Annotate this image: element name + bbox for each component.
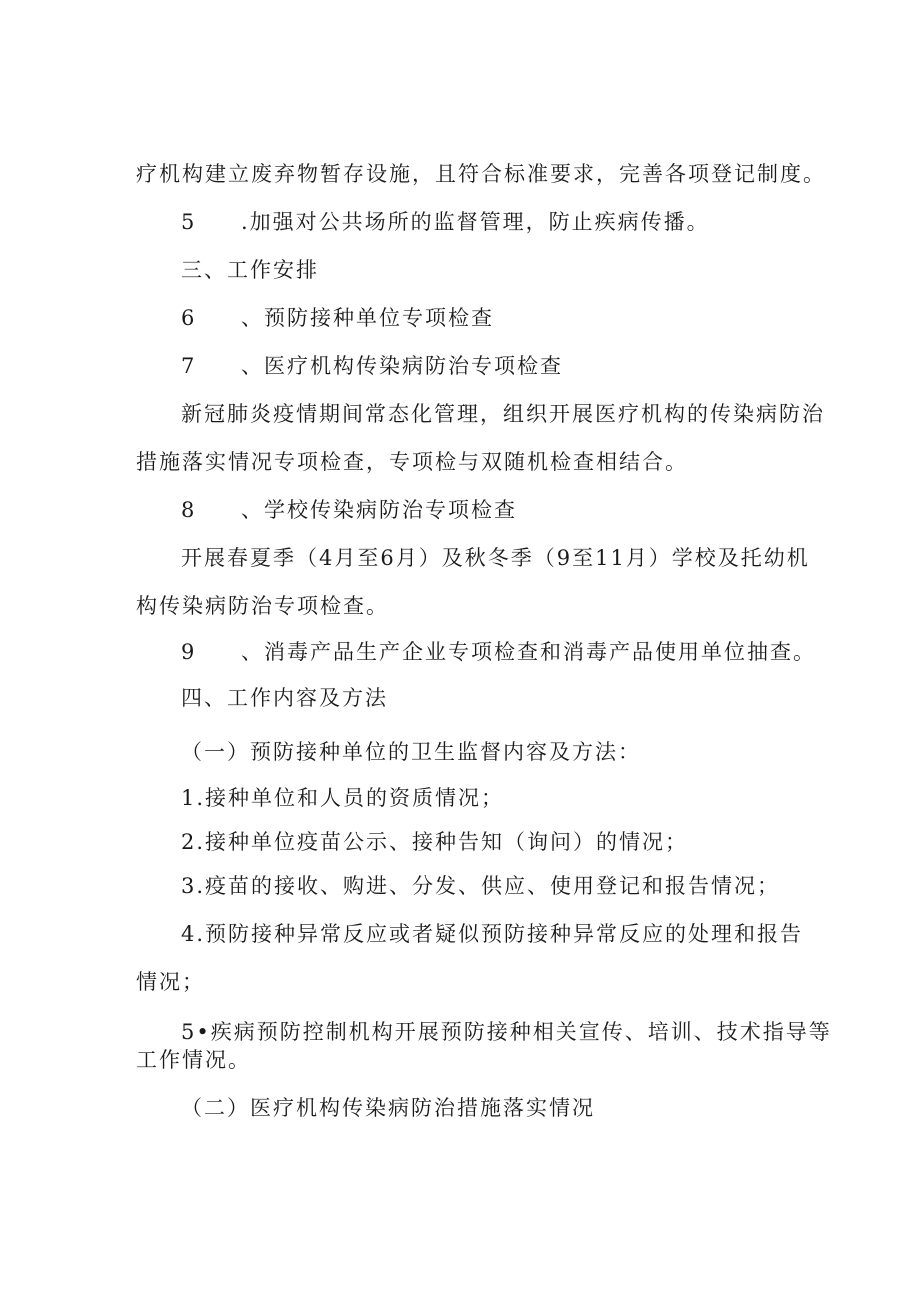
paragraph-line: 疗机构建立废弃物暂存设施，且符合标准要求，完善各项登记制度。	[136, 162, 826, 186]
list-item-7	[181, 352, 563, 380]
paragraph-line: 情况；	[136, 970, 205, 994]
paragraph-line: 构传染病防治专项检查。	[136, 594, 389, 618]
paragraph-line: 开展春夏季（4月至6月）及秋冬季（9至11月）学校及托幼机	[181, 546, 810, 570]
list-number: 8	[181, 498, 197, 522]
list-number: 7	[181, 354, 197, 378]
list-number: 5	[181, 210, 197, 234]
list-item-9	[181, 638, 816, 666]
paragraph-line: 工作情况。	[136, 1048, 251, 1072]
subsection-heading-1: （一）预防接种单位的卫生监督内容及方法：	[181, 740, 641, 764]
paragraph-line: 措施落实情况专项检查，专项检与双随机检查相结合。	[136, 450, 688, 474]
list-text: 、医疗机构传染病防治专项检查	[241, 354, 563, 378]
list-item: 4.预防接种异常反应或者疑似预防接种异常反应的处理和报告	[181, 922, 804, 946]
paragraph-line: 新冠肺炎疫情期间常态化管理，组织开展医疗机构的传染病防治	[181, 402, 825, 426]
list-item: 5•疾病预防控制机构开展预防接种相关宣传、培训、技术指导等	[181, 1020, 832, 1044]
list-item-5	[181, 208, 710, 236]
list-item-6	[181, 304, 494, 332]
list-text: 、学校传染病防治专项检查	[241, 498, 517, 522]
list-text: .加强对公共场所的监督管理，防止疾病传播。	[241, 210, 710, 234]
list-item: 3.疫苗的接收、购进、分发、供应、使用登记和报告情况；	[181, 874, 781, 898]
subsection-heading-2: （二）医疗机构传染病防治措施落实情况	[181, 1096, 595, 1120]
list-number: 9	[181, 640, 197, 664]
list-item-8	[181, 496, 517, 524]
list-text: 、预防接种单位专项检查	[241, 306, 494, 330]
list-item: 2.接种单位疫苗公示、接种告知（询问）的情况；	[181, 830, 689, 854]
list-text: 、消毒产品生产企业专项检查和消毒产品使用单位抽查。	[241, 640, 816, 664]
section-heading-4: 四、工作内容及方法	[181, 686, 388, 710]
list-number: 6	[181, 306, 197, 330]
list-item: 1.接种单位和人员的资质情况；	[181, 786, 505, 810]
section-heading-3: 三、工作安排	[181, 258, 319, 282]
